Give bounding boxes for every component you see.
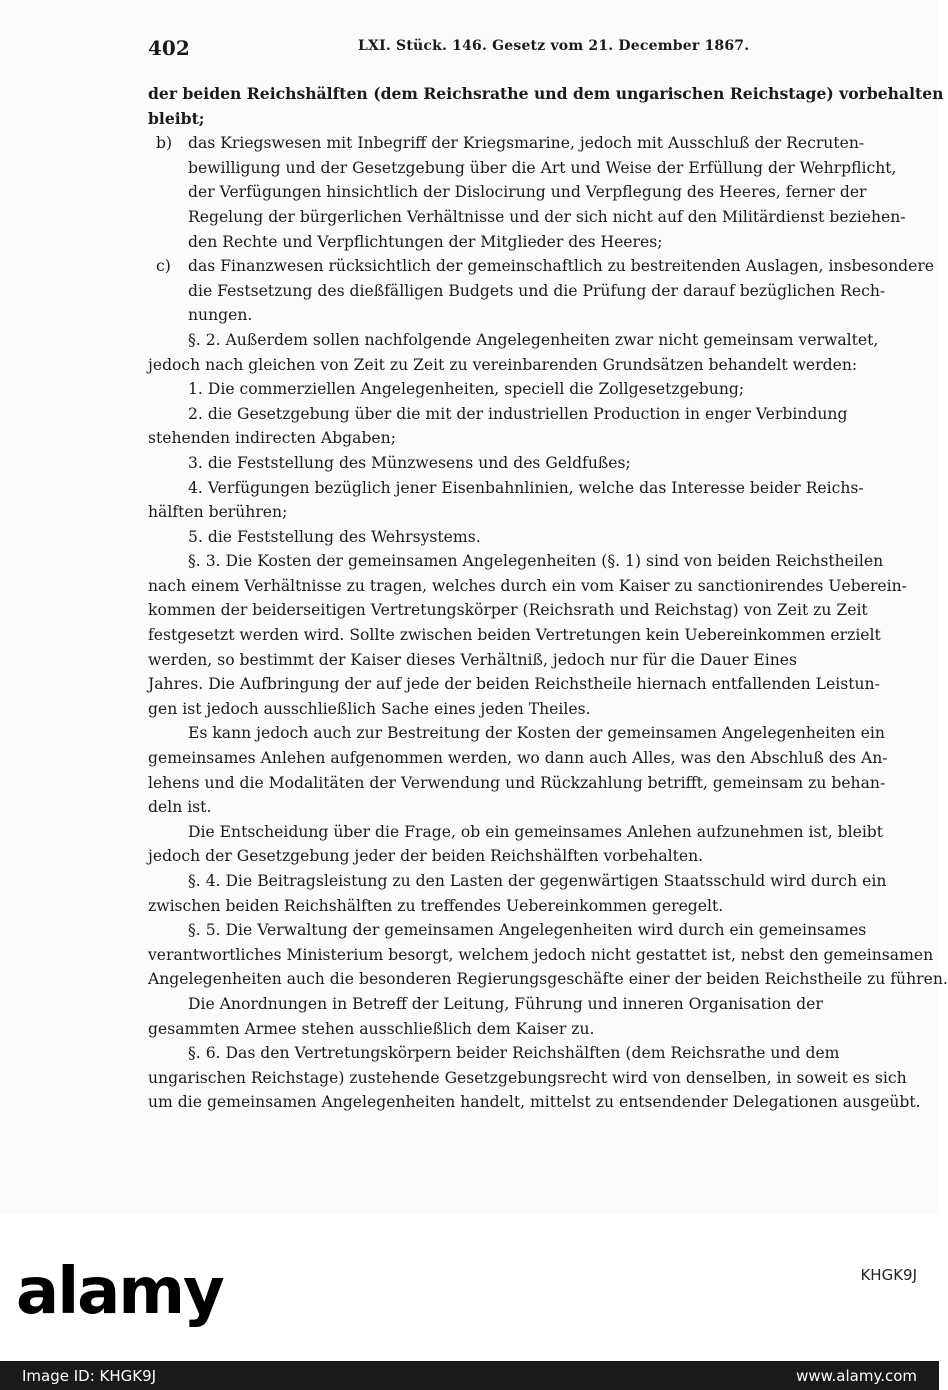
paragraph-3c: Die Entscheidung über die Frage, ob ein gemeinsames Anlehen aufzunehmen ist, bleibt (188, 822, 884, 841)
list-item-b (148, 131, 906, 254)
text-line: der Verfügungen hinsichtlich der Dislocirung und Verpflegung des Heeres, ferner der (188, 183, 867, 202)
paragraph-5b: Die Anordnungen in Betreff der Leitung, Führung und inneren Organisation der (188, 994, 823, 1013)
page-number: 402 (148, 36, 190, 60)
body-text (148, 82, 948, 1115)
paragraph-5: §. 5. Die Verwaltung der gemeinsamen Angelegenheiten wird durch ein gemeinsames (188, 921, 867, 940)
text-line: gen ist jedoch ausschließlich Sache eines jeden Theiles. (148, 699, 591, 718)
enum-item-4: 4. Verfügungen bezüglich jener Eisenbahnlinien, welche das Interesse beider Reichs- (188, 478, 864, 497)
image-id: Image ID: KHGK9J (22, 1367, 157, 1385)
text-line: den Rechte und Verpflichtungen der Mitglieder des Heeres; (188, 232, 663, 251)
enum-item-5: 5. die Feststellung des Wehrsystems. (188, 527, 481, 546)
text-line: Regelung der bürgerlichen Verhältnisse und der sich nicht auf den Militärdienst beziehen- (188, 207, 906, 226)
paragraph-6: §. 6. Das den Vertretungskörpern beider Reichshälften (dem Reichsrathe und dem (188, 1044, 840, 1063)
text-line: verantwortliches Ministerium besorgt, welchem jedoch nicht gestattet ist, nebst den gemeinsamen (148, 945, 934, 964)
enum-item-2: 2. die Gesetzgebung über die mit der industriellen Production in enger Verbindung (188, 404, 848, 423)
text-line: Jahres. Die Aufbringung der auf jede der beiden Reichstheile hiernach entfallenden Leistun- (148, 675, 880, 694)
text-line: der beiden Reichshälften (dem Reichsrathe und dem ungarischen Reichstage) vorbehalten (148, 84, 944, 103)
text-line: gemeinsames Anlehen aufgenommen werden, wo dann auch Alles, was den Abschluß des An- (148, 749, 888, 768)
enum-item-1: 1. Die commerziellen Angelegenheiten, speciell die Zollgesetzgebung; (188, 380, 745, 399)
alamy-logo: alamy (16, 1255, 223, 1329)
text-line: nach einem Verhältnisse zu tragen, welches durch ein vom Kaiser zu sanctionirendes Ueberein- (148, 576, 907, 595)
list-item-c (148, 254, 935, 328)
image-code: KHGK9J (860, 1266, 917, 1284)
list-marker: c) (156, 257, 171, 276)
page-header (148, 34, 848, 64)
list-marker: b) (156, 134, 173, 153)
running-head: LXI. Stück. 146. Gesetz vom 21. December 1867. (358, 38, 750, 54)
paragraph-4: §. 4. Die Beitragsleistung zu den Lasten der gegenwärtigen Staatsschuld wird durch ein (188, 872, 887, 890)
text-line: kommen der beiderseitigen Vertretungskörper (Reichsrath und Reichstag) von Zeit zu Zeit (148, 601, 868, 620)
enum-item-3: 3. die Feststellung des Münzwesens und des Geldfußes; (188, 453, 631, 472)
text-line: um die gemeinsamen Angelegenheiten handelt, mittelst zu entsendender Delegationen ausgeübt. (148, 1093, 921, 1112)
text-line: das Finanzwesen rücksichtlich der gemeinschaftlich zu bestreitenden Auslagen, insbesondere (188, 257, 935, 276)
text-line: deln ist. (148, 798, 212, 817)
text-line: werden, so bestimmt der Kaiser dieses Verhältniß, jedoch nur für die Dauer Eines (148, 650, 798, 669)
text-line: lehens und die Modalitäten der Verwendung und Rückzahlung betrifft, gemeinsam zu behan- (148, 773, 886, 792)
text-line: hälften berühren; (148, 503, 288, 522)
footer-url: www.alamy.com (796, 1367, 917, 1385)
paragraph-3: §. 3. Die Kosten der gemeinsamen Angelegenheiten (§. 1) sind von beiden Reichstheilen (188, 552, 884, 571)
text-line: bewilligung und der Gesetzgebung über die Art und Weise der Erfüllung der Wehrpflicht, (188, 158, 897, 177)
text-line: das Kriegswesen mit Inbegriff der Kriegsmarine, jedoch mit Ausschluß der Recruten- (188, 134, 865, 153)
paragraph-3b: Es kann jedoch auch zur Bestreitung der Kosten der gemeinsamen Angelegenheiten ein (188, 724, 885, 743)
text-line: ungarischen Reichstage) zustehende Gesetzgebungsrecht wird von denselben, in soweit es sich (148, 1068, 907, 1087)
text-line: jedoch nach gleichen von Zeit zu Zeit zu vereinbarenden Grundsätzen behandelt werden: (148, 355, 858, 374)
text-line: zwischen beiden Reichshälften zu treffendes Uebereinkommen geregelt. (148, 896, 724, 915)
text-line: Angelegenheiten auch die besonderen Regierungsgeschäfte einer der beiden Reichstheile zu führen. (148, 970, 948, 989)
text-line: bleibt; (148, 108, 205, 128)
text-line: jedoch der Gesetzgebung jeder der beiden Reichshälften vorbehalten. (148, 847, 704, 866)
paragraph-2: §. 2. Außerdem sollen nachfolgende Angelegenheiten zwar nicht gemeinsam verwaltet, (188, 330, 879, 349)
text-line: gesammten Armee stehen ausschließlich dem Kaiser zu. (148, 1019, 595, 1038)
text-line: stehenden indirecten Abgaben; (148, 429, 396, 448)
text-line: die Festsetzung des dießfälligen Budgets und die Prüfung der darauf bezüglichen Rech- (188, 281, 886, 300)
text-line: festgesetzt werden wird. Sollte zwischen beiden Vertretungen kein Uebereinkommen erzielt (148, 626, 881, 645)
text-line: nungen. (188, 306, 253, 325)
